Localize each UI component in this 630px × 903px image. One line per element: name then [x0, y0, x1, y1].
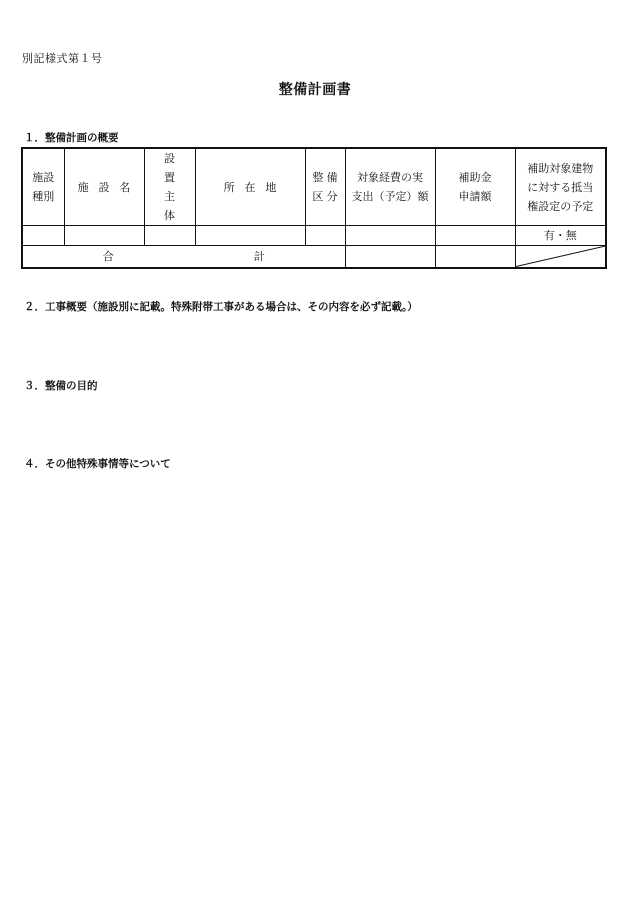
form-number: 別記様式第１号: [22, 52, 103, 65]
header-mortgage: [515, 148, 606, 226]
cell-mortgage-choice[interactable]: 有・無: [515, 226, 606, 246]
total-label-right: 計: [253, 249, 265, 263]
total-label-left: 合: [102, 249, 114, 263]
header-mortgage-line-1: 補助対象建物: [527, 161, 594, 175]
total-label: [22, 246, 345, 268]
header-facility-type-line-1: 施設: [32, 171, 55, 184]
cell-establisher[interactable]: [144, 226, 195, 246]
header-establisher-line-1: 設置: [163, 152, 185, 184]
header-cost-line-2: 支出（予定）額: [351, 190, 429, 203]
section-1-heading: １．整備計画の概要: [24, 132, 119, 144]
cell-cost[interactable]: [345, 226, 435, 246]
document-title: 整備計画書: [278, 82, 352, 98]
cell-facility-type[interactable]: [22, 226, 64, 246]
diagonal-slash: [516, 246, 606, 267]
header-category: [305, 148, 345, 226]
total-row: [22, 246, 606, 268]
cell-subsidy[interactable]: [435, 226, 515, 246]
cell-category[interactable]: [305, 226, 345, 246]
header-facility-type-line-2: 種別: [32, 190, 55, 203]
header-category-line-2: 区分: [312, 190, 341, 203]
header-facility-name: 施設名: [64, 148, 144, 226]
plan-overview-table: [21, 147, 607, 269]
cell-location[interactable]: [195, 226, 305, 246]
header-establisher-line-2: 主体: [163, 190, 185, 222]
total-cost-cell[interactable]: [345, 246, 435, 268]
header-establisher: [144, 148, 195, 226]
header-cost-line-1: 対象経費の実: [357, 171, 423, 184]
total-subsidy-cell[interactable]: [435, 246, 515, 268]
section-2-heading: ２．工事概要（施設別に記載。特殊附帯工事がある場合は、その内容を必ず記載。）: [24, 301, 418, 313]
header-mortgage-line-2: に対する抵当: [527, 180, 594, 194]
header-facility-type: [22, 148, 64, 226]
header-category-line-1: 整備: [312, 171, 341, 184]
header-mortgage-line-3: 権設定の予定: [527, 199, 594, 213]
header-cost: [345, 148, 435, 226]
header-subsidy-line-2: 申請額: [458, 190, 492, 203]
table-row: [22, 226, 606, 246]
cell-facility-name[interactable]: [64, 226, 144, 246]
section-3-heading: ３．整備の目的: [24, 380, 98, 392]
header-subsidy: [435, 148, 515, 226]
section-4-heading: ４．その他特殊事情等について: [24, 458, 171, 470]
header-row: [22, 148, 606, 226]
total-mortgage-cell: [515, 246, 606, 268]
header-location: 所在地: [195, 148, 305, 226]
header-subsidy-line-1: 補助金: [458, 171, 492, 184]
